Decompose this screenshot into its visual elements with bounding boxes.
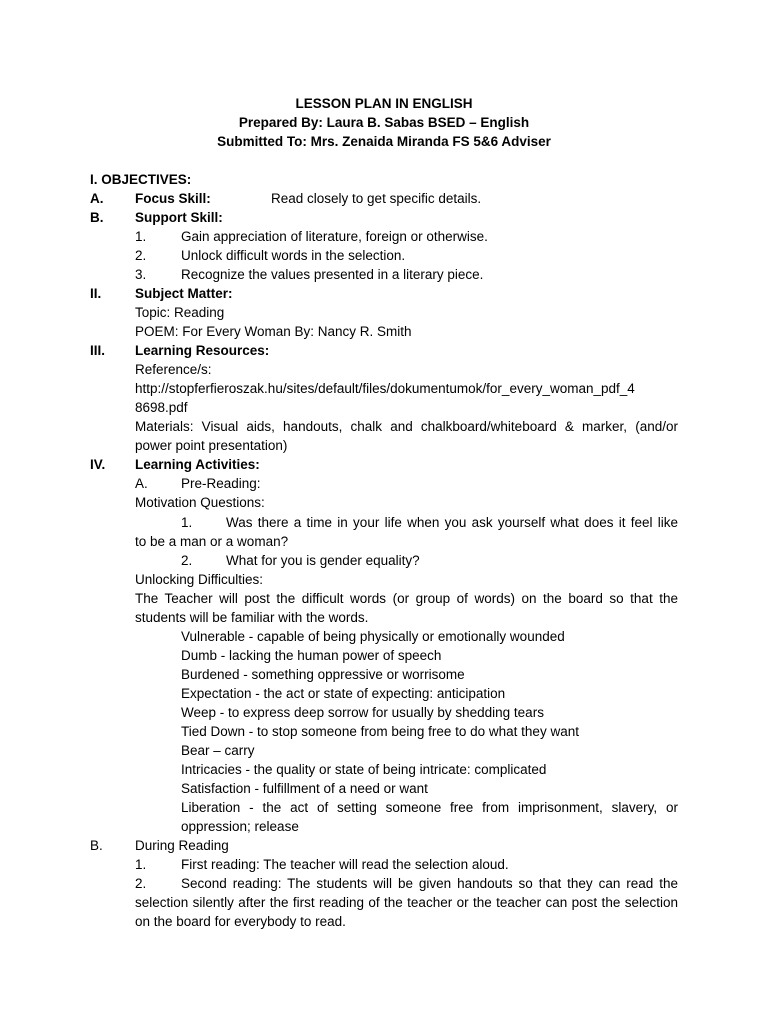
reading-step-text: First reading: The teacher will read the selection aloud.: [181, 857, 509, 872]
reading-step-number: 2.: [135, 876, 147, 891]
vocab-item: Weep - to express deep sorrow for usually by shedding tears: [181, 705, 544, 720]
document-title: LESSON PLAN IN ENGLISH: [295, 96, 473, 111]
vocab-item: Vulnerable - capable of being physically or emotionally wounded: [181, 629, 565, 644]
unlocking-text: The Teacher will post the difficult words (or group of words) on the board so that the: [135, 591, 678, 606]
submitted-to: Submitted To: Mrs. Zenaida Miranda FS 5&6 Adviser: [217, 134, 551, 149]
reading-step-text-cont: on the board for everybody to read.: [135, 914, 346, 929]
reading-step-text-cont: selection silently after the first reading of the teacher or the teacher can post the selection: [135, 895, 678, 910]
support-item-number: 2.: [135, 248, 147, 263]
support-item-number: 1.: [135, 229, 147, 244]
poem-line: POEM: For Every Woman By: Nancy R. Smith: [135, 324, 412, 339]
vocab-item: Bear – carry: [181, 743, 255, 758]
vocab-item: Intricacies - the quality or state of being intricate: complicated: [181, 762, 547, 777]
objective-b-marker: B.: [90, 210, 104, 225]
materials-line-cont: power point presentation): [135, 438, 288, 453]
unlocking-heading: Unlocking Difficulties:: [135, 572, 264, 587]
vocab-item: Tied Down - to stop someone from being free to do what they want: [181, 724, 579, 739]
unlocking-text-cont: students will be familiar with the words.: [135, 610, 369, 625]
pre-reading-marker: A.: [135, 476, 148, 491]
topic-line: Topic: Reading: [135, 305, 225, 320]
vocab-item: Burdened - something oppressive or worrisome: [181, 667, 465, 682]
question-text: What for you is gender equality?: [226, 553, 420, 568]
question-text: Was there a time in your life when you ask yourself what does it feel like: [226, 515, 678, 530]
resources-heading: Learning Resources:: [135, 343, 270, 358]
question-text-cont: to be a man or a woman?: [135, 534, 289, 549]
during-reading-label: During Reading: [135, 838, 229, 853]
prepared-by: Prepared By: Laura B. Sabas BSED – English: [238, 115, 530, 130]
focus-skill-label: Focus Skill:: [135, 191, 211, 206]
vocab-item: Dumb - lacking the human power of speech: [181, 648, 442, 663]
materials-line: Materials: Visual aids, handouts, chalk and chalkboard/whiteboard & marker, (and/or: [135, 419, 678, 434]
reference-label: Reference/s:: [135, 362, 212, 377]
vocab-item: Liberation - the act of setting someone free from imprisonment, slavery, or: [181, 800, 678, 815]
vocab-item: Expectation - the act or state of expecting: anticipation: [181, 686, 506, 701]
support-item-text: Gain appreciation of literature, foreign or otherwise.: [181, 229, 488, 244]
subject-matter-heading: Subject Matter:: [135, 286, 233, 301]
question-number: 1.: [181, 515, 193, 530]
reading-step-number: 1.: [135, 857, 147, 872]
vocab-item-cont: oppression; release: [181, 819, 299, 834]
subject-matter-marker: II.: [90, 286, 102, 301]
focus-skill-text: Read closely to get specific details.: [271, 191, 482, 206]
reading-step-text: Second reading: The students will be given handouts so that they can read the: [181, 876, 678, 891]
support-item-text: Recognize the values presented in a literary piece.: [181, 267, 484, 282]
question-number: 2.: [181, 553, 193, 568]
pre-reading-label: Pre-Reading:: [181, 476, 261, 491]
during-reading-marker: B.: [90, 838, 103, 853]
reference-url: http://stopferfieroszak.hu/sites/default/files/dokumentumok/for_every_woman_pdf_4: [135, 381, 635, 396]
support-item-number: 3.: [135, 267, 147, 282]
resources-marker: III.: [90, 343, 106, 358]
support-item-text: Unlock difficult words in the selection.: [181, 248, 406, 263]
activities-heading: Learning Activities:: [135, 457, 260, 472]
reference-url-cont: 8698.pdf: [135, 400, 188, 415]
objectives-heading: I. OBJECTIVES:: [90, 172, 192, 187]
activities-marker: IV.: [90, 457, 106, 472]
objective-a-marker: A.: [90, 191, 104, 206]
support-skill-label: Support Skill:: [135, 210, 223, 225]
vocab-item: Satisfaction - fulfillment of a need or want: [181, 781, 428, 796]
motivation-heading: Motivation Questions:: [135, 495, 265, 510]
